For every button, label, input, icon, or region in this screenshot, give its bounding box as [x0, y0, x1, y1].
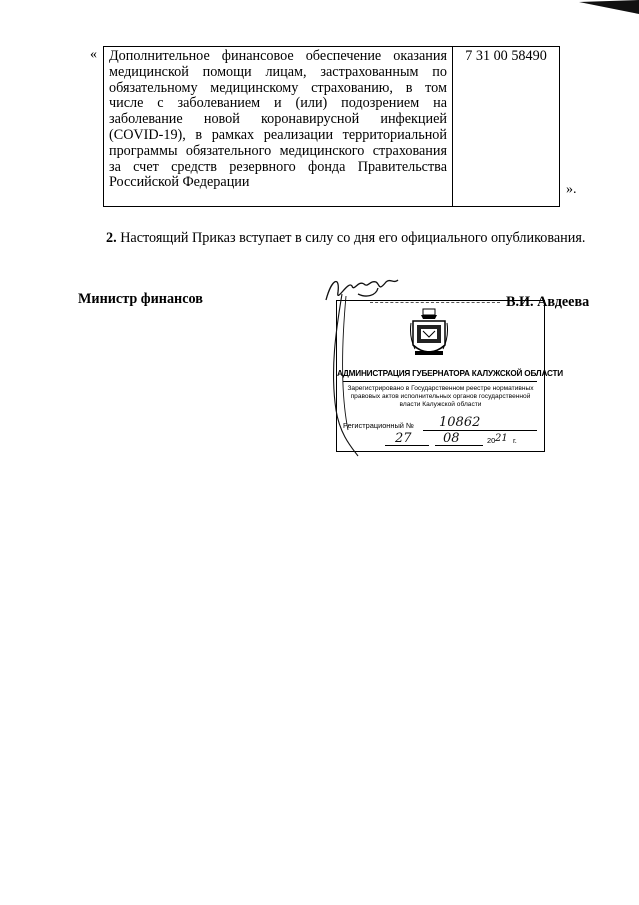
- handwritten-signature: [318, 270, 418, 460]
- closing-quote: ».: [566, 182, 577, 197]
- table-row: [104, 47, 560, 207]
- registration-number-line: [423, 430, 537, 431]
- date-year-prefix: 20: [487, 436, 496, 445]
- paragraph-number: 2.: [106, 230, 117, 246]
- table-cell-code: 7 31 00 58490: [453, 47, 560, 207]
- paragraph-text: Настоящий Приказ вступает в силу со дня его официального опубликования.: [116, 230, 586, 246]
- budget-classification-table: [103, 46, 560, 207]
- scan-edge-mark: [579, 0, 639, 14]
- stamp-text: Зарегистрировано в Государственном реестре нормативных правовых актов исполнительных органов государственной власти Калужской области: [347, 385, 534, 408]
- date-day: 27: [395, 431, 412, 446]
- date-month: 08: [443, 431, 460, 446]
- signer-position: Министр финансов: [78, 291, 203, 307]
- registration-label: Регистрационный №: [343, 421, 414, 430]
- opening-quote: «: [90, 47, 97, 62]
- stamp-title: АДМИНИСТРАЦИЯ ГУБЕРНАТОРА КАЛУЖСКОЙ ОБЛАСТИ: [337, 369, 563, 378]
- paragraph-2: [106, 230, 606, 247]
- signer-name: В.И. Авдеева: [506, 294, 590, 310]
- date-year: 21: [495, 433, 508, 444]
- date-year-suffix: г.: [513, 436, 517, 445]
- registration-number: 10862: [439, 415, 481, 430]
- table-cell-description: Дополнительное финансовое обеспечение оказания медицинской помощи лицам, застрахованным по обязательному медицинскому страхованию, в том числе с заболеванием и (или) подозрением на заболевание новой коронавирусной инфекцией (COVID-19), в рамках реализации территориальной программы обязательного медицинского страхования за счет средств резервного фонда Правительства Российской Федерации: [104, 47, 453, 207]
